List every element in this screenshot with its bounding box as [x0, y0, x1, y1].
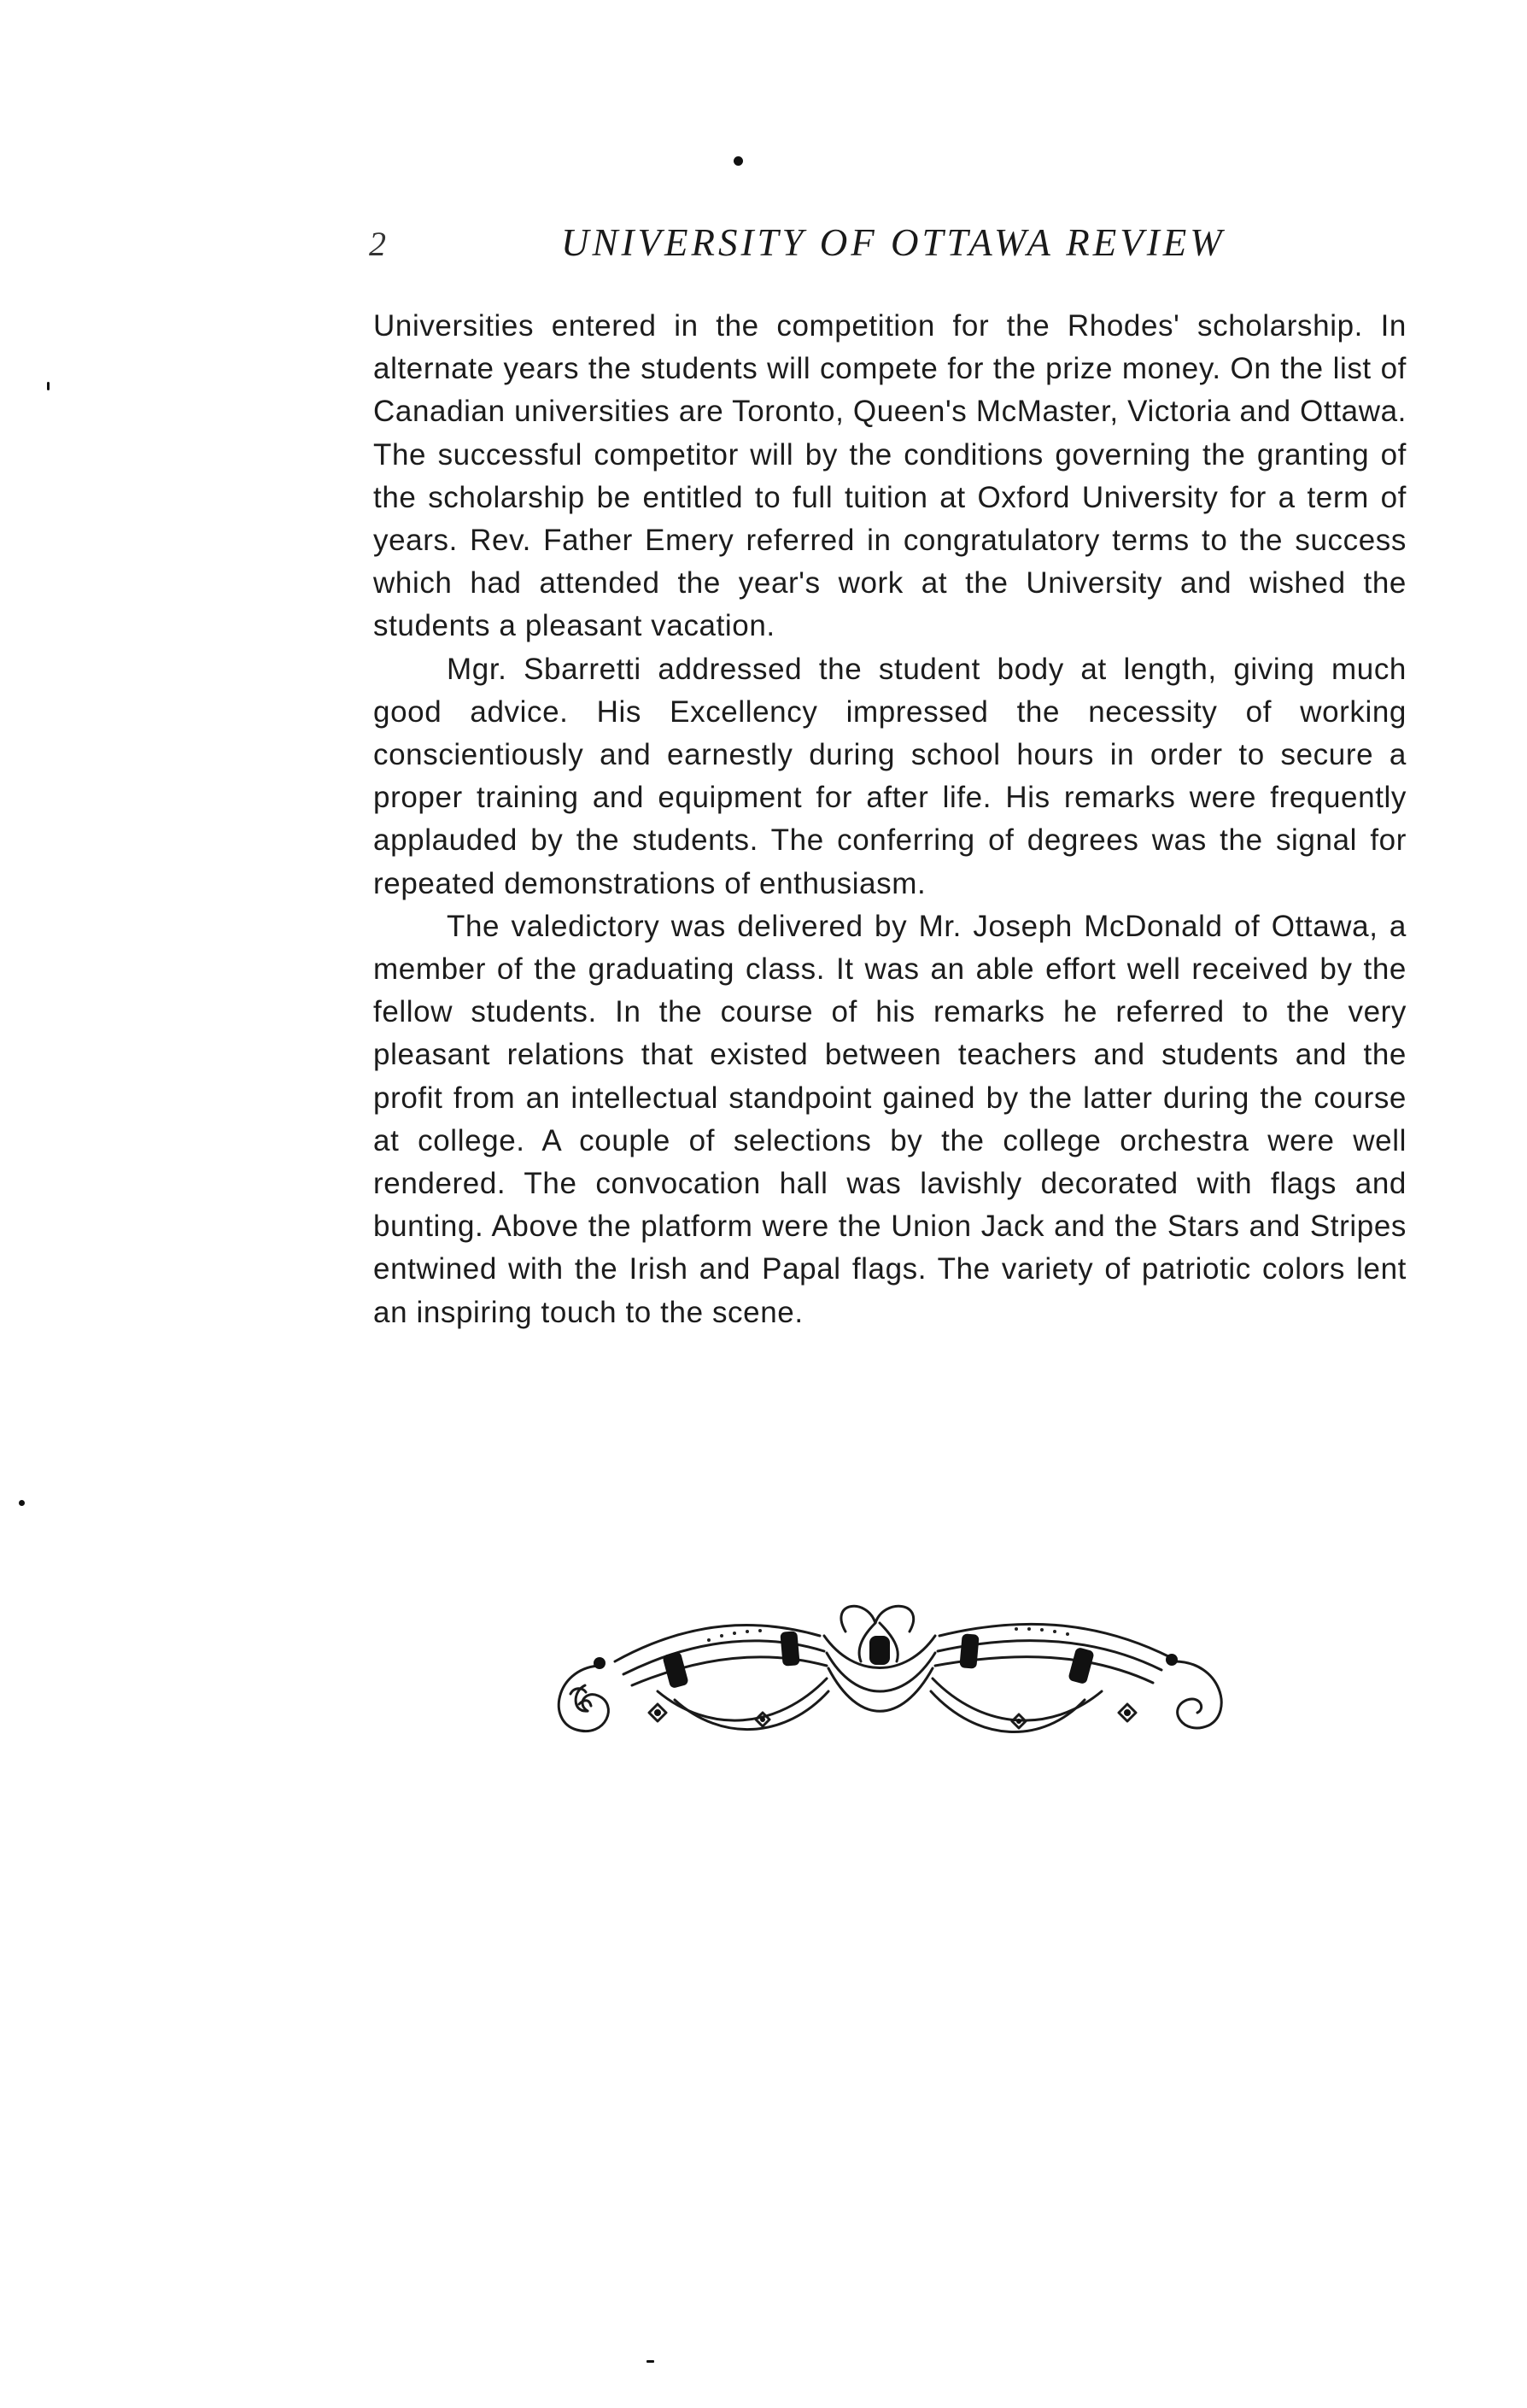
paragraph: The valedictory was delivered by Mr. Joseph McDonald of Ottawa, a member of the graduating class. It was an able effort well received by the fellow students. In the course of his remarks he referred to the very pleasant relations that existed between teachers and students and the profit from an intellectual standpoint gained by the latter during the course at college. A couple of selections by the college orchestra were well rendered. The convocation hall was lavishly decorated with flags and bunting. Above the platform were the Union Jack and the Stars and Stripes entwined with the Irish and Papal flags. The variety of patriotic colors lent an inspiring touch to the scene.	[373, 909, 1407, 1329]
flag-garland-ornament-icon	[538, 1585, 1238, 1751]
print-speck	[734, 156, 743, 166]
print-speck	[19, 1500, 25, 1506]
running-head	[369, 220, 1419, 272]
print-speck	[646, 2360, 654, 2363]
article-body	[373, 305, 1407, 1334]
journal-title: UNIVERSITY OF OTTAWA REVIEW	[561, 221, 1226, 264]
page-number: 2	[369, 225, 386, 263]
print-speck	[47, 382, 50, 390]
paragraph: Universities entered in the competition for the Rhodes' scholarship. In alternate years the students will compete for the prize money. On the list of Canadian universities are Toronto, Queen's McMaster, Victoria and Ottawa. The successful competitor will by the conditions governing the granting of the scholarship be entitled to full tuition at Oxford University for a term of years. Rev. Father Emery referred in congratulatory terms to the success which had attended the year's work at the University and wished the students a pleasant vacation.	[373, 309, 1407, 643]
paragraph: Mgr. Sbarretti addressed the student body at length, giving much good advice. His Excellency impressed the necessity of working conscientiously and earnestly during school hours in order to secure a proper training and equipment for after life. His remarks were frequently applauded by the students. The conferring of degrees was the signal for repeated demonstrations of enthusiasm.	[373, 652, 1407, 900]
